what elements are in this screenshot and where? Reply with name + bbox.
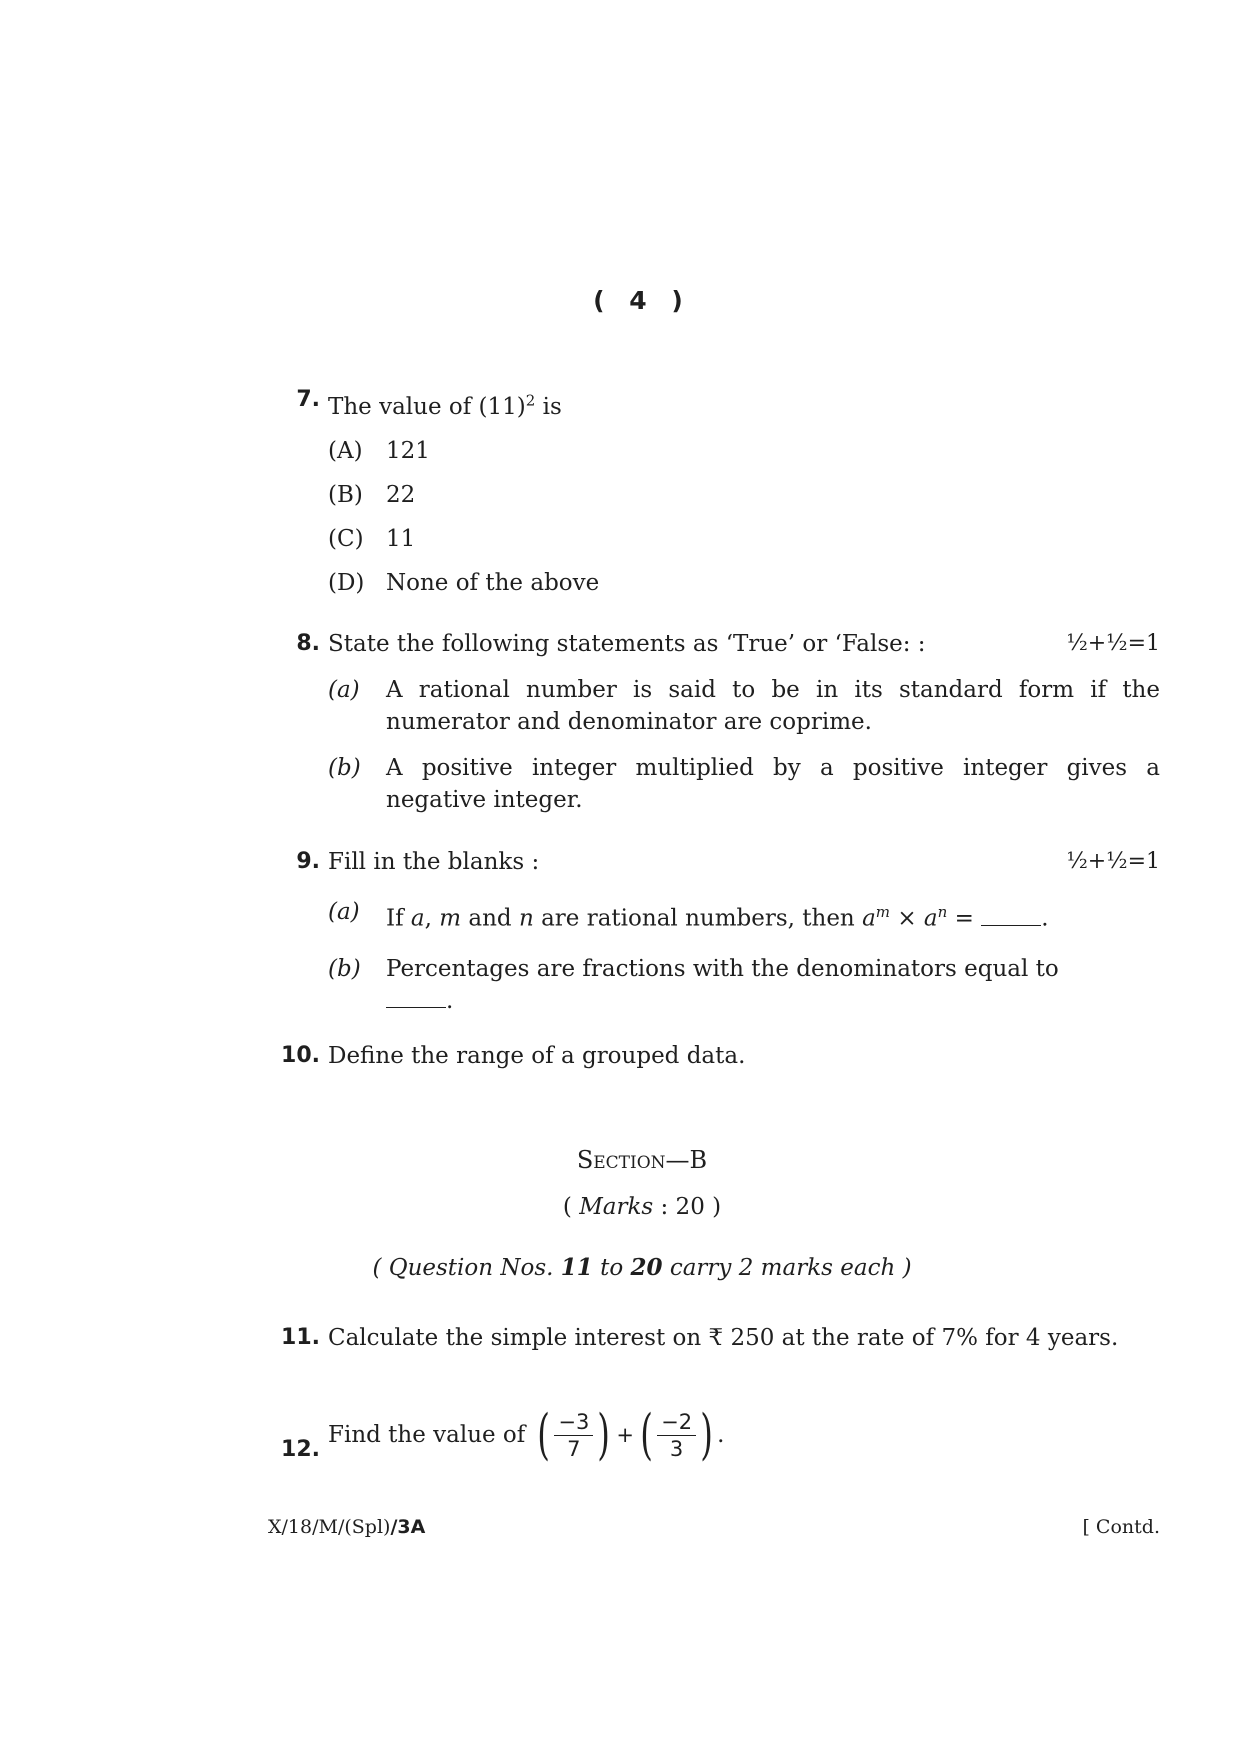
marks-allocation: ½+½=1: [1066, 631, 1160, 656]
page-number: ( 4 ): [593, 286, 691, 315]
question-number: 10.: [281, 1043, 320, 1068]
question-10: [268, 1040, 1160, 1072]
section-instruction: ( Question Nos. 11 to 20 carry 2 marks each ): [372, 1254, 912, 1281]
question-text: Fill in the blanks :: [328, 849, 540, 875]
part-b: (b) A positive integer multiplied by a positive integer gives a negative integer.: [328, 755, 1160, 813]
option-c: (C) 11: [328, 525, 416, 552]
question-number: 11.: [281, 1325, 320, 1350]
question-text: The value of $(11)^2$ is: [328, 391, 562, 420]
question-text: Find the value of: [328, 1422, 526, 1448]
question-text: Define the range of a grouped data.: [328, 1043, 746, 1069]
answer-blank: [386, 989, 446, 1008]
continued-label: [ Contd.: [1082, 1516, 1160, 1538]
section-marks: ( Marks : 20 ): [562, 1194, 722, 1220]
question-text: Calculate the simple interest on ₹ 250 at the rate of 7% for 4 years.: [328, 1325, 1119, 1351]
question-11: [268, 1322, 1160, 1354]
part-a: (a) A rational number is said to be in its standard form if the numerator and denominator are coprime.: [328, 677, 1160, 735]
option-d: (D) None of the above: [328, 569, 600, 596]
question-9: [268, 846, 1160, 1017]
options-list: [328, 435, 1160, 599]
question-text: State the following statements as ‘True’ or ‘False: :: [328, 631, 926, 657]
option-b: (B) 22: [328, 481, 416, 508]
option-a: (A) 121: [328, 437, 430, 464]
answer-blank: [981, 907, 1041, 926]
fraction-1: $\frac{-3}{7}$: [554, 1409, 593, 1462]
question-12: [268, 1403, 1160, 1466]
fraction-expression: ( $\frac{-3}{7}$ ) + ( $\frac{-2}{3}$ ) .: [537, 1403, 725, 1466]
question-number: 12.: [281, 1437, 320, 1462]
marks-allocation: ½+½=1: [1066, 849, 1160, 874]
part-b: (b) Percentages are fractions with the denominators equal to .: [328, 955, 1059, 1014]
question-number: 7.: [296, 387, 320, 412]
section-title: Section—B: [576, 1146, 708, 1174]
part-a: (a) If a, m and n are rational numbers, then $a^m \times a^n$ = .: [328, 899, 1049, 932]
question-number: 9.: [296, 849, 320, 874]
question-number: 8.: [296, 631, 320, 656]
question-8: [268, 628, 1160, 816]
paper-code: X/18/M/(Spl)/3A: [268, 1516, 426, 1538]
fraction-2: $\frac{-2}{3}$: [657, 1409, 696, 1462]
question-7: [268, 384, 1160, 599]
